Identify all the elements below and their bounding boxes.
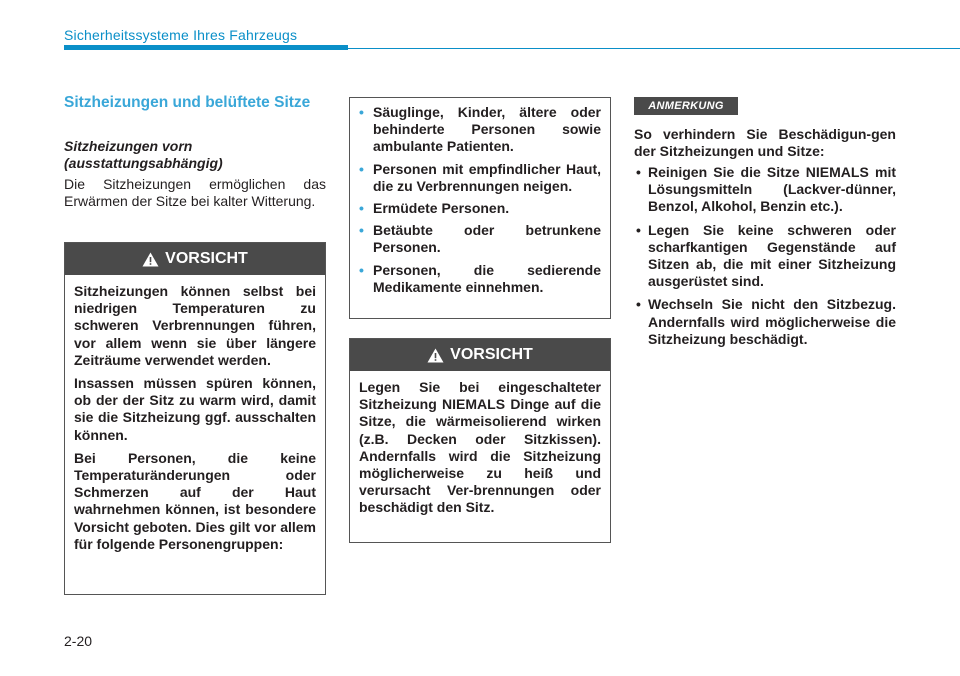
list-item-text: Betäubte oder betrunkene Personen. bbox=[373, 222, 601, 256]
header-divider bbox=[64, 48, 960, 49]
list-item bbox=[359, 200, 601, 217]
subsection-title: Sitzheizungen vorn (ausstattungsabhängig) bbox=[64, 138, 223, 171]
caution-body bbox=[350, 371, 610, 517]
bullet-dot-icon: • bbox=[359, 104, 364, 120]
list-item-text: Legen Sie keine schweren oder scharfkantigen Gegenstände auf Sitzen ab, die mit einer Sitzheizung ausgerüstet sind. bbox=[648, 221, 896, 290]
list-item bbox=[634, 164, 896, 216]
caution-paragraph: Legen Sie bei eingeschalteter Sitzheizung NIEMALS Dinge auf die Sitze, die wärmeisolierend wirken (z.B. Decken oder Sitzkissen). Andernfalls wird die Sitzheizung möglicherweise zu heiß und verursacht Ver-brennungen oder beschädigt den Sitz. bbox=[359, 379, 601, 516]
list-item-text: Personen, die sedierende Medikamente einnehmen. bbox=[373, 261, 601, 295]
list-item-text: Personen mit empfindlicher Haut, die zu Verbrennungen neigen. bbox=[373, 160, 601, 194]
page-number: 2-20 bbox=[64, 633, 93, 649]
list-item-text: Ermüdete Personen. bbox=[373, 200, 510, 217]
groups-box bbox=[349, 97, 611, 319]
bullet-dot-icon: • bbox=[636, 164, 641, 180]
caution-paragraph: Bei Personen, die keine Temperaturänderungen oder Schmerzen auf der Haut wahrnehmen können, ist besondere Vorsicht geboten. Dies gilt vor allem für folgende Personengruppen: bbox=[74, 449, 316, 552]
note-intro: So verhindern Sie Beschädigun-gen der Sitzheizungen und Sitze: bbox=[634, 126, 896, 160]
warning-triangle-icon bbox=[142, 252, 159, 267]
caution-box-2 bbox=[349, 338, 611, 543]
bullet-dot-icon: • bbox=[359, 160, 364, 177]
caution-box-1 bbox=[64, 242, 326, 595]
bullet-dot-icon: • bbox=[359, 261, 364, 278]
note-label: ANMERKUNG bbox=[634, 97, 738, 115]
list-item-text: Wechseln Sie nicht den Sitzbezug. Andernfalls wird möglicherweise die Sitzheizung beschädigt. bbox=[648, 296, 896, 347]
bullet-dot-icon: • bbox=[359, 222, 364, 239]
caution-paragraph: Insassen müssen spüren können, ob der der Sitz zu warm wird, damit sie die Sitzheizung ggf. ausschalten können. bbox=[74, 375, 316, 443]
caution-header bbox=[350, 339, 610, 371]
header-title: Sicherheitssysteme Ihres Fahrzeugs bbox=[64, 27, 298, 43]
caution-header bbox=[65, 243, 325, 275]
warning-triangle-icon bbox=[427, 348, 444, 363]
list-item bbox=[359, 262, 601, 296]
list-item bbox=[359, 104, 601, 156]
list-item bbox=[634, 222, 896, 291]
caution-label: VORSICHT bbox=[450, 346, 533, 363]
caution-paragraph: Sitzheizungen können selbst bei niedrigen Temperaturen zu schweren Verbrennungen führen, vor allem wenn sie über längere Zeiträume verwendet werden. bbox=[74, 283, 316, 368]
bullet-dot-icon: • bbox=[359, 200, 364, 217]
intro-text: Die Sitzheizungen ermöglichen das Erwärmen der Sitze bei kalter Witterung. bbox=[64, 176, 326, 209]
note-list bbox=[634, 164, 896, 354]
bullet-dot-icon: • bbox=[636, 221, 641, 238]
section-title: Sitzheizungen und belüftete Sitze bbox=[64, 94, 311, 111]
caution-body bbox=[65, 275, 325, 553]
list-item-text: Reinigen Sie die Sitze NIEMALS mit Lösungsmitteln (Lackver-dünner, Benzol, Alkohol, Benzin etc.). bbox=[648, 164, 896, 215]
list-item-text: Säuglinge, Kinder, ältere oder behinderte Personen sowie ambulante Patienten. bbox=[373, 104, 601, 155]
list-item bbox=[359, 222, 601, 256]
list-item bbox=[634, 296, 896, 348]
bullet-dot-icon: • bbox=[636, 296, 641, 313]
groups-list bbox=[350, 104, 610, 296]
caution-label: VORSICHT bbox=[165, 250, 248, 267]
list-item bbox=[359, 161, 601, 195]
